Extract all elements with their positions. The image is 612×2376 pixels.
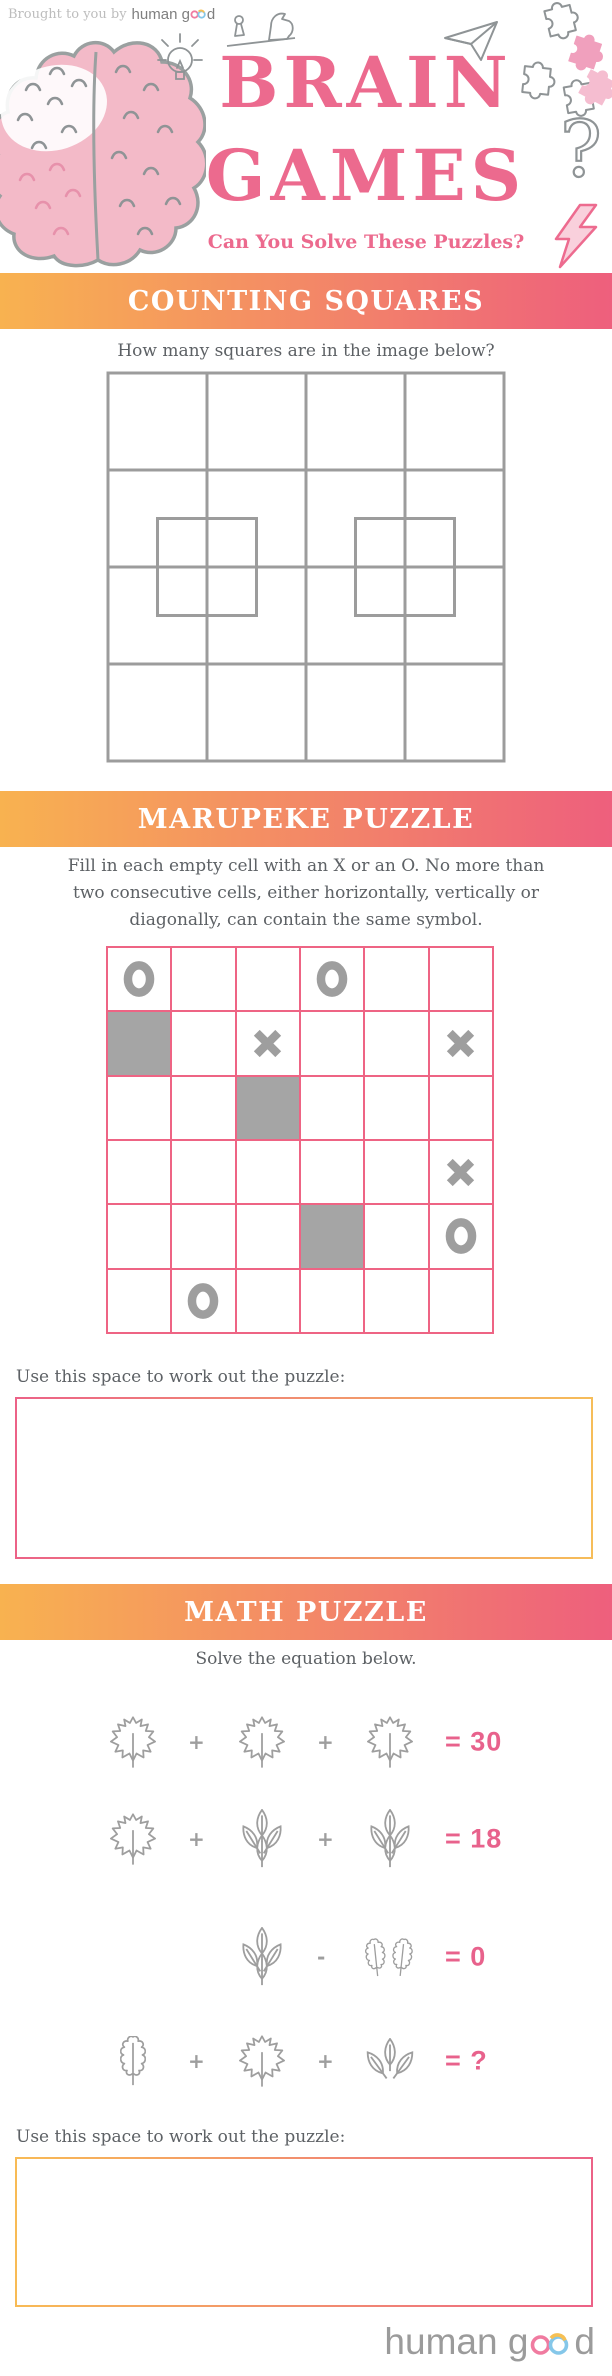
equation-result: = ? <box>445 2045 488 2076</box>
leaf-cluster-4-icon <box>239 1809 285 1869</box>
counting-prompt: How many squares are in the image below? <box>117 341 495 361</box>
operator-plus-icon: + <box>317 1827 334 1851</box>
marupeke-cell-empty[interactable] <box>237 1270 299 1332</box>
operator-plus-icon: + <box>188 2049 205 2073</box>
marupeke-cell-empty[interactable] <box>108 1077 170 1139</box>
equation-row <box>0 1800 612 1878</box>
marupeke-cell-empty[interactable] <box>237 1141 299 1203</box>
marupeke-cell-empty[interactable] <box>365 1270 427 1332</box>
leaf-cluster-4-icon <box>239 1927 285 1987</box>
marupeke-cell-empty[interactable] <box>365 1012 427 1074</box>
section-title: MARUPEKE PUZZLE <box>137 803 475 835</box>
marupeke-cell-prefilled <box>237 1012 299 1074</box>
attribution <box>8 6 215 23</box>
header <box>198 36 534 253</box>
maple-leaf-icon <box>239 1716 285 1769</box>
equation-row <box>0 1918 612 1996</box>
o-symbol <box>186 1282 220 1320</box>
maple-leaf-icon <box>110 1716 156 1769</box>
equation-row <box>0 2022 612 2100</box>
marupeke-cell-empty[interactable] <box>172 1012 234 1074</box>
marupeke-cell-empty[interactable] <box>301 1077 363 1139</box>
marupeke-cell-empty[interactable] <box>172 1205 234 1267</box>
instructions-line: two consecutive cells, either horizontally, vertically or <box>72 883 539 903</box>
leaf-cluster-3-icon <box>364 2038 416 2084</box>
marupeke-cell-empty[interactable] <box>365 1141 427 1203</box>
instructions-line: Fill in each empty cell with an X or an O. No more than <box>67 856 545 876</box>
marupeke-cell-empty[interactable] <box>108 1270 170 1332</box>
marupeke-cell-prefilled <box>108 948 170 1010</box>
marupeke-cell-empty[interactable] <box>301 1141 363 1203</box>
marupeke-cell-prefilled <box>430 1012 492 1074</box>
section-header-counting-squares <box>0 273 612 329</box>
marupeke-cell-blocked <box>237 1077 299 1139</box>
marupeke-instructions <box>0 853 612 934</box>
page-subtitle: Can You Solve These Puzzles? <box>207 231 525 253</box>
section-header-math-puzzle <box>0 1584 612 1640</box>
marupeke-cell-empty[interactable] <box>301 1270 363 1332</box>
infinity-icon <box>190 9 207 20</box>
lightning-bolt-icon <box>554 203 600 269</box>
lightbulb-icon <box>156 28 204 88</box>
marupeke-cell-empty[interactable] <box>430 948 492 1010</box>
x-symbol <box>444 1156 477 1189</box>
operator-plus-icon: + <box>188 1827 205 1851</box>
operator-plus-icon: + <box>317 1730 334 1754</box>
marupeke-cell-blocked <box>301 1205 363 1267</box>
operator-plus-icon: + <box>188 1730 205 1754</box>
equation-result: = 30 <box>445 1726 503 1757</box>
workspace-label-math: Use this space to work out the puzzle: <box>16 2127 346 2147</box>
equation-result: = 18 <box>445 1823 503 1854</box>
maple-leaf-icon <box>110 1813 156 1866</box>
marupeke-cell-empty[interactable] <box>237 1205 299 1267</box>
svg-text:?: ? <box>560 110 602 192</box>
human-good-logo: human g d <box>384 2321 595 2362</box>
attribution-text: Brought to you by <box>8 7 127 22</box>
oak-leaf-pair-icon <box>363 1937 417 1977</box>
marupeke-cell-empty[interactable] <box>430 1270 492 1332</box>
o-symbol <box>122 960 156 998</box>
counting-squares-figure <box>0 371 612 765</box>
marupeke-cell-prefilled <box>172 1270 234 1332</box>
page-title-line1: BRAIN <box>219 41 513 124</box>
marupeke-cell-prefilled <box>430 1141 492 1203</box>
page-title-line2: GAMES <box>205 134 527 217</box>
section-header-marupeke-puzzle <box>0 791 612 847</box>
maple-leaf-icon <box>239 2035 285 2088</box>
equation-row <box>0 1703 612 1781</box>
oak-leaf-icon <box>120 2036 146 2086</box>
marupeke-cell-empty[interactable] <box>365 948 427 1010</box>
section-title: MATH PUZZLE <box>184 1596 428 1628</box>
question-mark-icon <box>550 110 606 192</box>
workspace-area-math[interactable] <box>15 2157 593 2307</box>
marupeke-cell-prefilled <box>301 948 363 1010</box>
leaf-cluster-4-icon <box>367 1809 413 1869</box>
marupeke-grid <box>106 946 494 1334</box>
math-prompt: Solve the equation below. <box>195 1649 417 1669</box>
marupeke-cell-empty[interactable] <box>108 1141 170 1203</box>
marupeke-cell-blocked <box>108 1012 170 1074</box>
x-symbol <box>444 1027 477 1060</box>
section-title: COUNTING SQUARES <box>127 285 485 317</box>
marupeke-cell-prefilled <box>430 1205 492 1267</box>
marupeke-cell-empty[interactable] <box>430 1077 492 1139</box>
marupeke-cell-empty[interactable] <box>172 1141 234 1203</box>
operator-plus-icon: + <box>317 2049 334 2073</box>
equation-result: = 0 <box>445 1941 487 1972</box>
marupeke-cell-empty[interactable] <box>365 1205 427 1267</box>
marupeke-cell-empty[interactable] <box>172 1077 234 1139</box>
o-symbol <box>444 1217 478 1255</box>
human-good-logo-small: human g d <box>131 6 216 23</box>
marupeke-cell-empty[interactable] <box>365 1077 427 1139</box>
maple-leaf-icon <box>367 1716 413 1769</box>
workspace-area-marupeke[interactable] <box>15 1397 593 1559</box>
marupeke-cell-empty[interactable] <box>108 1205 170 1267</box>
infinity-icon <box>529 2332 573 2358</box>
marupeke-cell-empty[interactable] <box>301 1012 363 1074</box>
x-symbol <box>251 1027 284 1060</box>
marupeke-cell-empty[interactable] <box>172 948 234 1010</box>
o-symbol <box>315 960 349 998</box>
instructions-line: diagonally, can contain the same symbol. <box>129 910 483 930</box>
operator-minus-icon: - <box>317 1945 326 1969</box>
marupeke-cell-empty[interactable] <box>237 948 299 1010</box>
workspace-label-marupeke: Use this space to work out the puzzle: <box>16 1367 346 1387</box>
